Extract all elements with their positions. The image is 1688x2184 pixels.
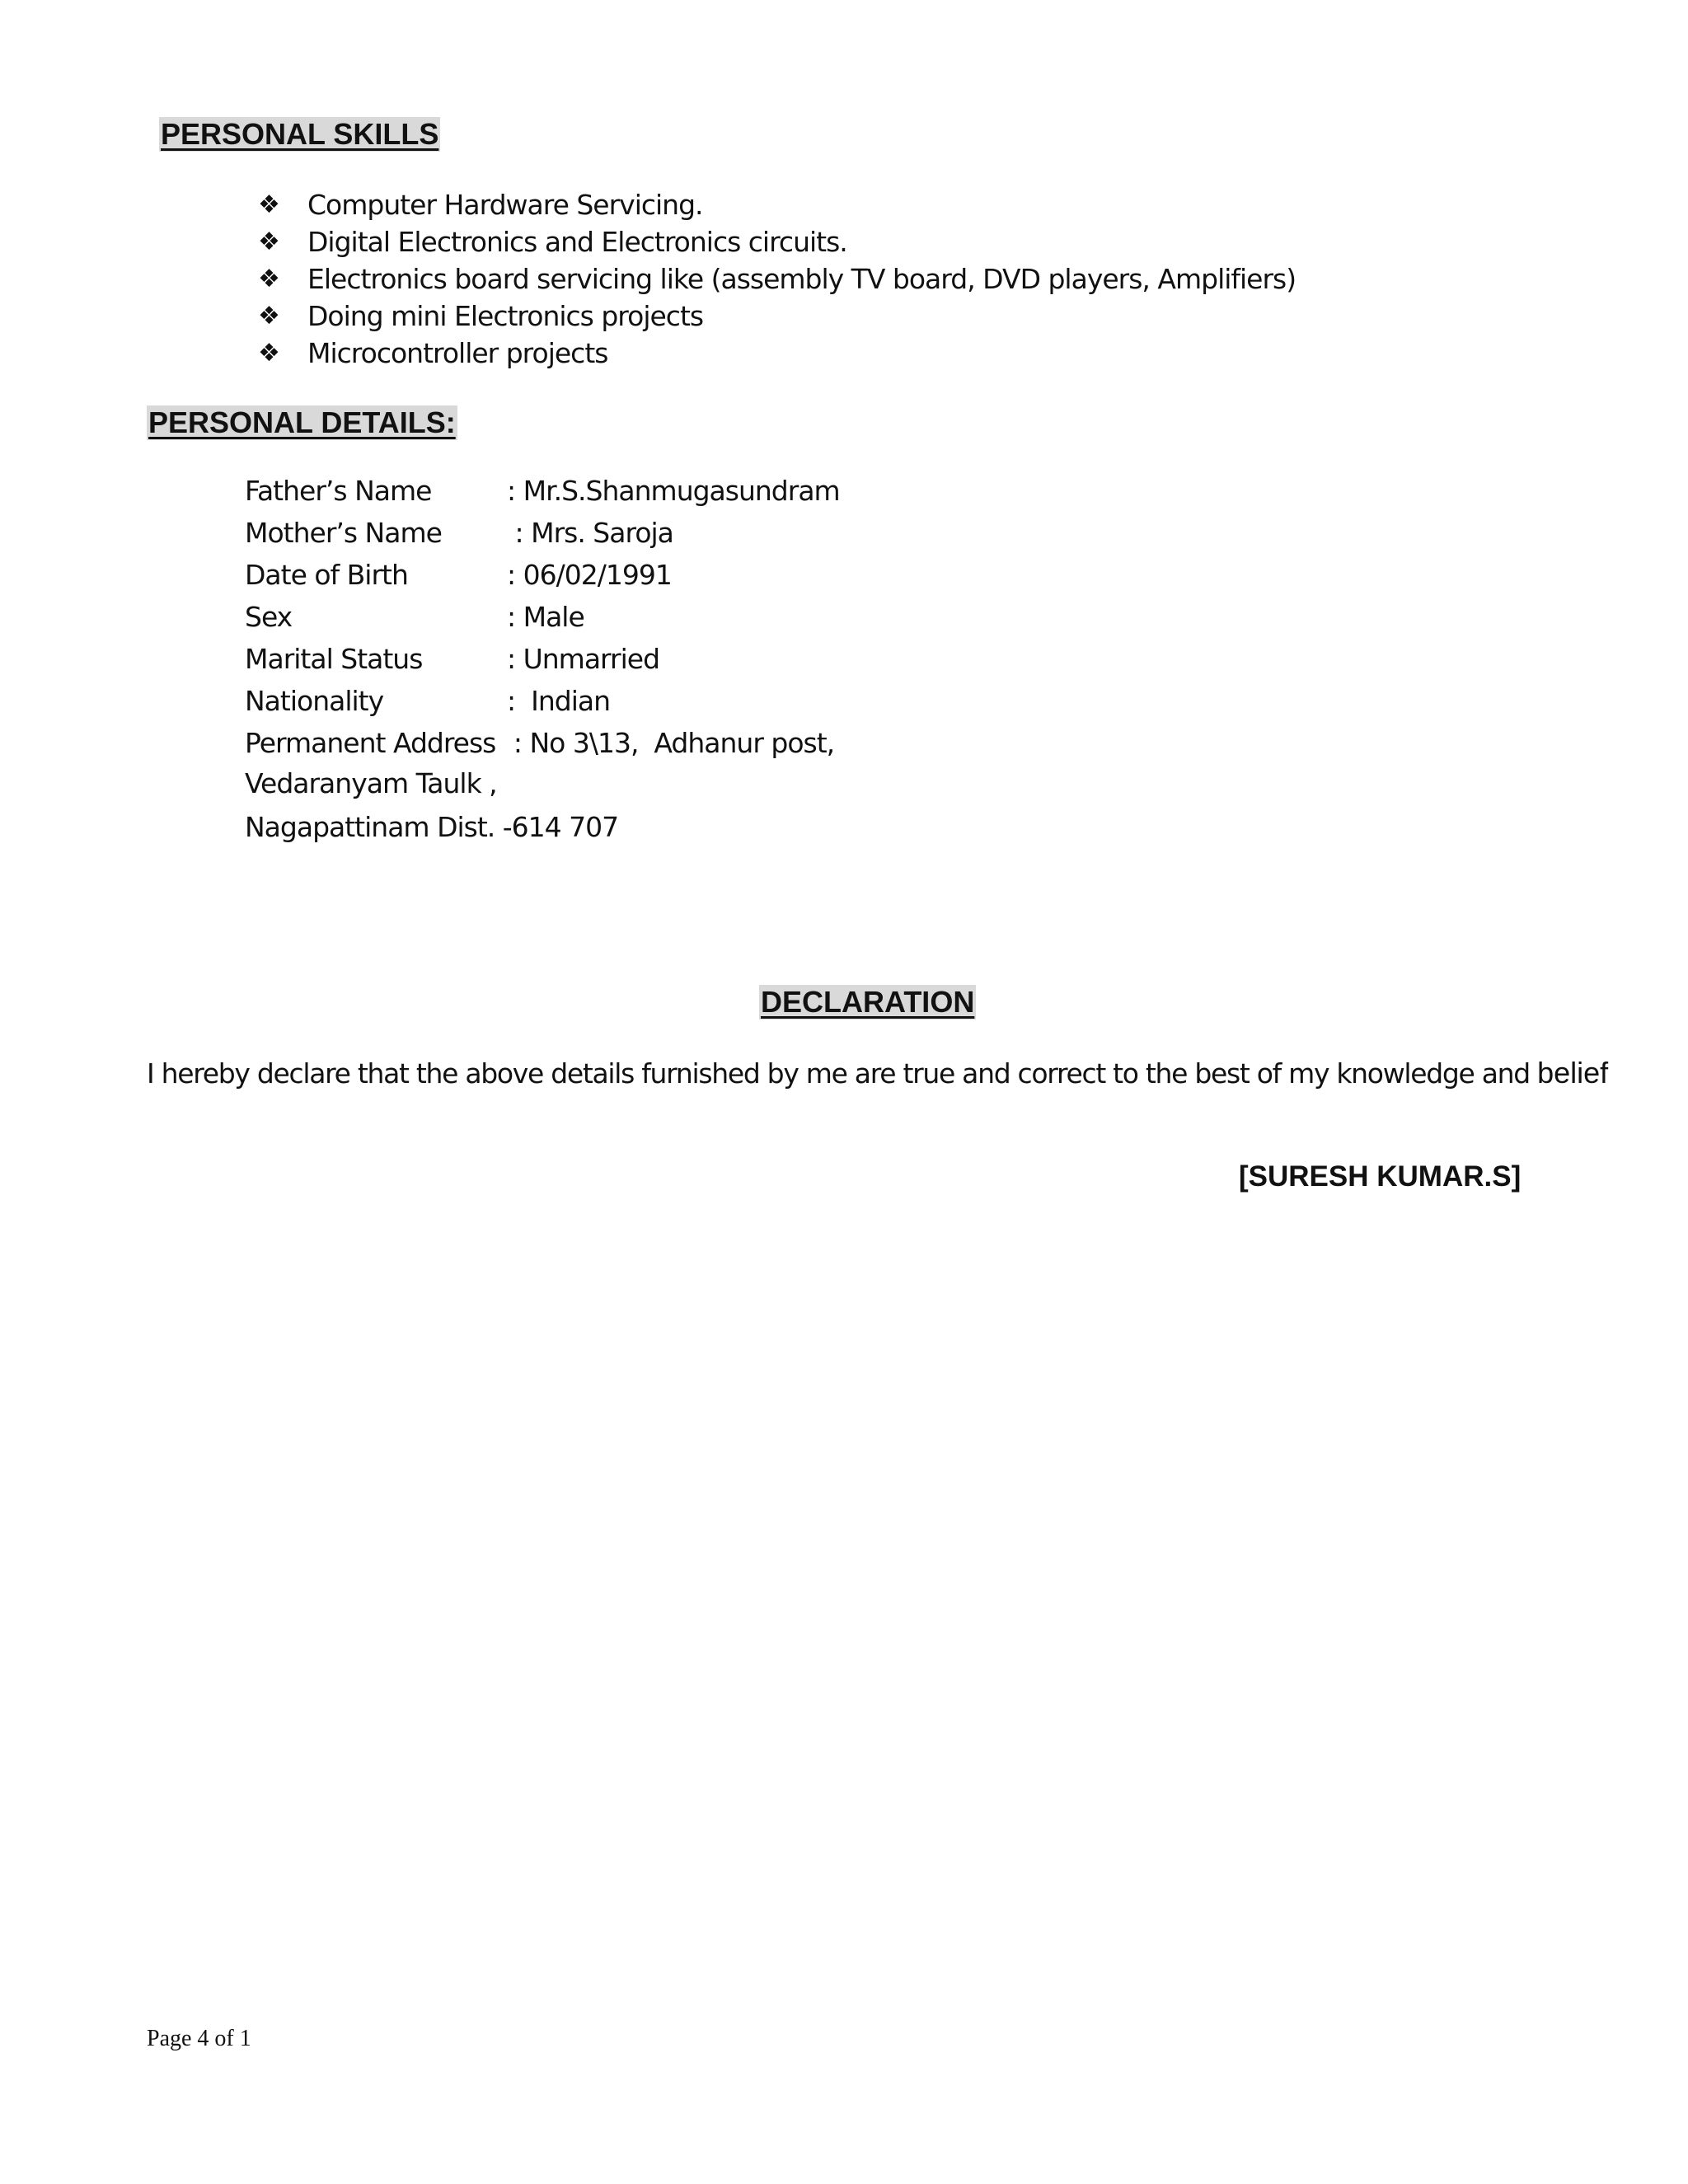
page-number: Page 4 of 1 bbox=[147, 2026, 251, 2051]
detail-value: : Mr.S.Shanmugasundram bbox=[507, 475, 840, 507]
list-item bbox=[258, 223, 1296, 260]
detail-row-sex bbox=[245, 596, 840, 638]
declaration-heading: DECLARATION bbox=[761, 985, 975, 1019]
detail-label: Permanent Address bbox=[245, 727, 496, 759]
detail-value: : Indian bbox=[507, 685, 610, 717]
diamond-bullet-icon: ❖ bbox=[258, 339, 280, 368]
detail-label: Nationality bbox=[245, 685, 384, 717]
diamond-bullet-icon: ❖ bbox=[258, 190, 280, 219]
list-item bbox=[258, 186, 1296, 223]
skill-text: Electronics board servicing like (assembly TV board, DVD players, Amplifiers) bbox=[307, 263, 1296, 295]
diamond-bullet-icon: ❖ bbox=[258, 227, 280, 256]
declaration-last-word: belief bbox=[1537, 1056, 1609, 1090]
skills-list bbox=[258, 186, 1296, 372]
personal-details-table bbox=[245, 470, 840, 846]
detail-value: : Mrs. Saroja bbox=[507, 517, 673, 549]
detail-label: Date of Birth bbox=[245, 559, 408, 591]
detail-value: : Male bbox=[507, 601, 584, 633]
list-item bbox=[258, 298, 1296, 335]
address-line-3: Nagapattinam Dist. -614 707 bbox=[245, 811, 619, 843]
detail-value: : No 3\13, Adhanur post, bbox=[505, 727, 835, 759]
detail-row-address bbox=[245, 722, 840, 764]
declaration-body: I hereby declare that the above details furnished by me are true and correct to the best of my knowledge and bbox=[147, 1057, 1538, 1090]
detail-row-mother bbox=[245, 512, 840, 554]
signature-name: [SURESH KUMAR.S] bbox=[1239, 1160, 1522, 1193]
detail-label: Father’s Name bbox=[245, 475, 432, 507]
detail-row-nationality bbox=[245, 680, 840, 722]
detail-value: : Unmarried bbox=[507, 643, 660, 675]
skill-text: Doing mini Electronics projects bbox=[307, 300, 704, 332]
detail-label: Marital Status bbox=[245, 643, 423, 675]
list-item bbox=[258, 260, 1296, 298]
skill-text: Computer Hardware Servicing. bbox=[307, 189, 703, 221]
skill-text: Microcontroller projects bbox=[307, 337, 608, 369]
detail-row-dob bbox=[245, 554, 840, 596]
detail-label: Mother’s Name bbox=[245, 517, 442, 549]
personal-details-heading: PERSONAL DETAILS: bbox=[148, 405, 456, 439]
detail-value: : 06/02/1991 bbox=[507, 559, 672, 591]
detail-row-marital-status bbox=[245, 638, 840, 680]
detail-row-father bbox=[245, 470, 840, 512]
list-item bbox=[258, 335, 1296, 372]
diamond-bullet-icon: ❖ bbox=[258, 265, 280, 293]
declaration-text bbox=[147, 1055, 1608, 1092]
detail-label: Sex bbox=[245, 601, 293, 633]
address-line-2: Vedaranyam Taulk , bbox=[245, 767, 497, 799]
skill-text: Digital Electronics and Electronics circuits. bbox=[307, 226, 847, 258]
personal-skills-heading: PERSONAL SKILLS bbox=[161, 117, 439, 151]
diamond-bullet-icon: ❖ bbox=[258, 302, 280, 330]
